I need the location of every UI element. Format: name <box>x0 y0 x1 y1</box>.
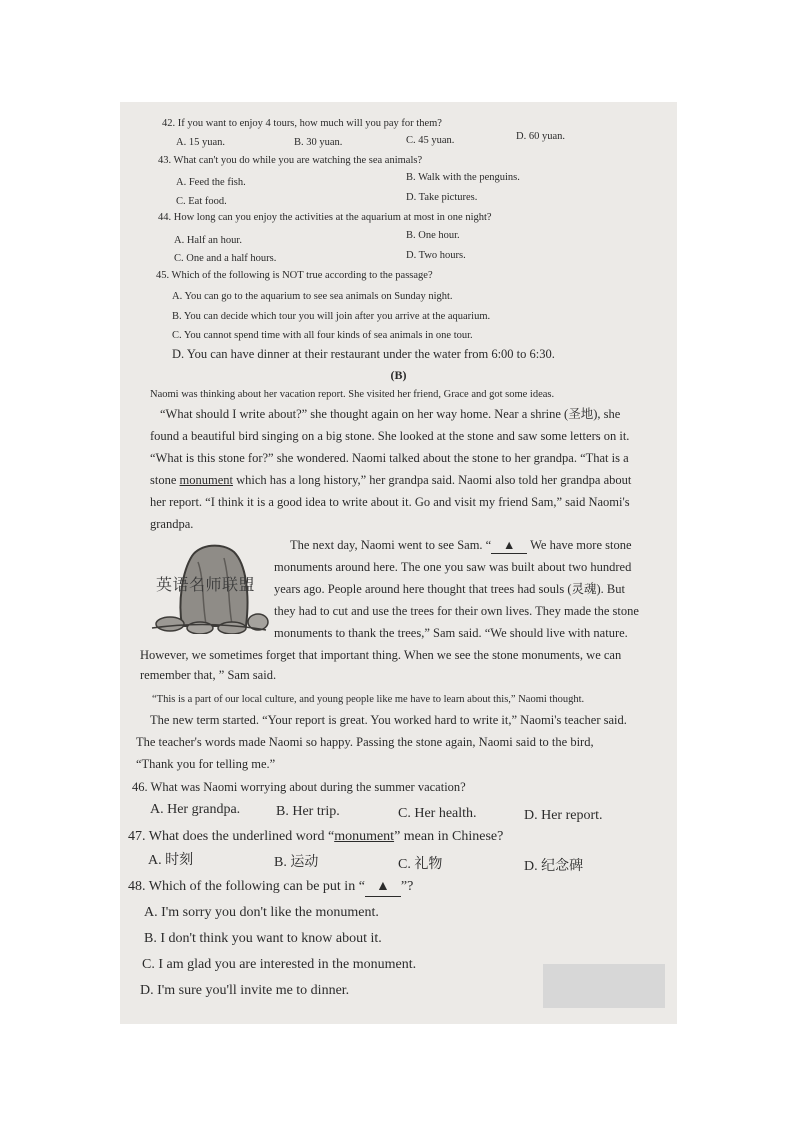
q44-option-a: A. Half an hour. <box>174 235 242 246</box>
q48-option-b: B. I don't think you want to know about it. <box>144 931 382 946</box>
q48-option-c: C. I am glad you are interested in the monument. <box>142 957 417 972</box>
q42-stem: 42. If you want to enjoy 4 tours, how much will you pay for them? <box>162 118 442 129</box>
section-heading: (B) <box>390 368 407 382</box>
passage-text: stone <box>150 473 180 487</box>
q47-option-a: A. 时刻 <box>148 853 194 868</box>
q45-option-c: C. You cannot spend time with all four kinds of sea animals in one tour. <box>172 330 473 341</box>
passage-line: “This is a part of our local culture, and young people like me have to learn about this,” Naomi thought. <box>152 694 585 705</box>
underlined-word-monument: monument <box>179 473 233 487</box>
passage-line: grandpa. <box>150 517 194 531</box>
passage-line: “What is this stone for?” she wondered. Naomi talked about the stone to her grandpa. “That is a <box>150 451 629 465</box>
q47-option-c: C. 礼物 <box>398 857 443 872</box>
passage-text: We have more stone <box>527 538 632 552</box>
q45-stem: 45. Which of the following is NOT true according to the passage? <box>156 270 433 281</box>
q48-stem <box>128 878 413 897</box>
passage-line: years ago. People around here thought that trees had souls (灵魂). But <box>274 582 625 596</box>
q44-option-d: D. Two hours. <box>406 250 466 261</box>
passage-line <box>150 473 631 488</box>
answer-blank: ▲ <box>365 878 401 897</box>
q42-option-c: C. 45 yuan. <box>406 135 455 146</box>
q48-stem-text: 48. Which of the following can be put in “ <box>128 879 365 894</box>
q44-stem: 44. How long can you enjoy the activities at the aquarium at most in one night? <box>158 212 492 223</box>
passage-line <box>290 538 632 554</box>
q47-option-b: B. 运动 <box>274 855 319 870</box>
q48-stem-text: ”? <box>400 879 414 894</box>
q44-option-b: B. One hour. <box>406 230 460 241</box>
passage-paragraph-1: Naomi was thinking about her vacation report. She visited her friend, Grace and got some ideas. <box>150 389 555 400</box>
passage-line: found a beautiful bird singing on a big stone. She looked at the stone and saw some letters on it. <box>150 429 630 443</box>
q46-stem: 46. What was Naomi worrying about during the summer vacation? <box>132 780 466 794</box>
q43-option-d: D. Take pictures. <box>406 192 478 203</box>
q43-option-a: A. Feed the fish. <box>176 177 246 188</box>
passage-line: her report. “I think it is a good idea to write about it. Go and visit my friend Sam,” said Naomi's <box>150 495 630 509</box>
passage-line: monuments around here. The one you saw was built about two hundred <box>274 560 632 574</box>
q47-option-d: D. 纪念碑 <box>524 859 584 874</box>
answer-blank: ▲ <box>491 538 527 554</box>
q45-option-b: B. You can decide which tour you will join after you arrive at the aquarium. <box>172 311 491 322</box>
passage-line: The teacher's words made Naomi so happy. Passing the stone again, Naomi said to the bird, <box>136 735 594 749</box>
passage-line: The new term started. “Your report is great. You worked hard to write it,” Naomi's teacher said. <box>150 713 627 727</box>
underlined-word-monument: monument <box>334 829 395 844</box>
q47-stem <box>128 828 503 846</box>
passage-line: remember that, ” Sam said. <box>140 668 277 682</box>
q46-option-d: D. Her report. <box>524 808 603 823</box>
passage-text: which has a long history,” her grandpa said. Naomi also told her grandpa about <box>232 473 632 487</box>
q48-option-a: A. I'm sorry you don't like the monument. <box>144 905 379 920</box>
passage-line: “What should I write about?” she thought again on her way home. Near a shrine (圣地), she <box>160 407 621 421</box>
passage-line: “Thank you for telling me.” <box>136 757 276 771</box>
redaction-box <box>543 964 665 1008</box>
passage-line: they had to cut and use the trees for their own lives. They made the stone <box>274 604 639 618</box>
watermark-text: 英语名师联盟 <box>156 575 256 594</box>
q43-option-b: B. Walk with the penguins. <box>406 172 520 183</box>
q44-option-c: C. One and a half hours. <box>174 253 277 264</box>
passage-text: The next day, Naomi went to see Sam. “ <box>290 538 492 552</box>
exam-page <box>120 102 677 1024</box>
q46-option-c: C. Her health. <box>398 806 477 821</box>
passage-line: monuments to thank the trees,” Sam said. “We should live with nature. <box>274 626 628 640</box>
q45-option-a: A. You can go to the aquarium to see sea animals on Sunday night. <box>172 291 453 302</box>
q48-option-d: D. I'm sure you'll invite me to dinner. <box>140 983 350 998</box>
q42-option-d: D. 60 yuan. <box>516 131 565 142</box>
q45-option-d: D. You can have dinner at their restaurant under the water from 6:00 to 6:30. <box>172 347 555 361</box>
q47-stem-text: 47. What does the underlined word “ <box>128 829 335 844</box>
q46-option-a: A. Her grandpa. <box>150 802 241 817</box>
q42-option-a: A. 15 yuan. <box>176 137 225 148</box>
q42-option-b: B. 30 yuan. <box>294 137 343 148</box>
passage-line: However, we sometimes forget that important thing. When we see the stone monuments, we can <box>140 648 622 662</box>
q43-stem: 43. What can't you do while you are watching the sea animals? <box>158 155 423 166</box>
q47-stem-text: ” mean in Chinese? <box>394 829 504 844</box>
q46-option-b: B. Her trip. <box>276 804 340 819</box>
q43-option-c: C. Eat food. <box>176 196 227 207</box>
